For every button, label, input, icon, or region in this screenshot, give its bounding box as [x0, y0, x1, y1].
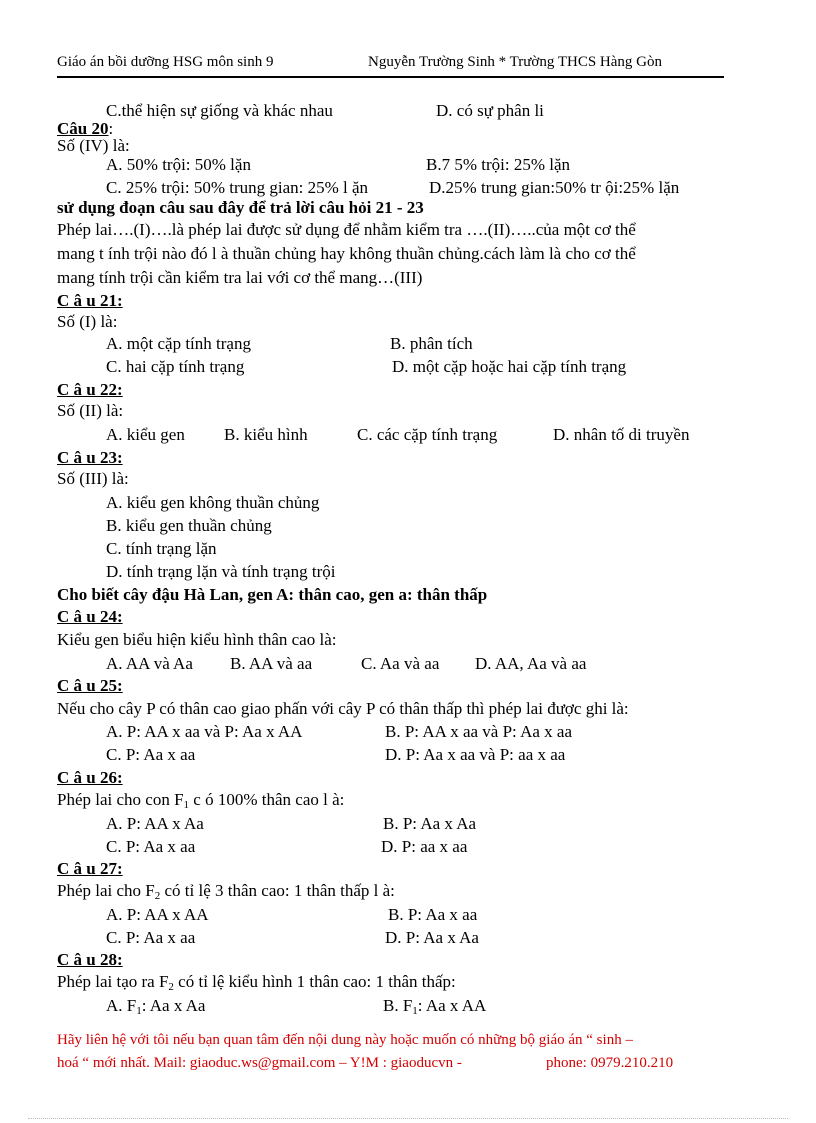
header-right: Nguyễn Trường Sinh * Trường THCS Hàng Gòn	[368, 54, 662, 70]
q28-prompt-sub: 2	[168, 981, 174, 993]
top-option-c: C.thể hiện sự giống và khác nhau	[106, 101, 333, 120]
q24-option-b: B. AA và aa	[230, 654, 313, 673]
q28-option-b	[383, 996, 486, 1016]
q23-prompt: Số (III) là:	[57, 469, 129, 488]
q22-option-a: A. kiểu gen	[106, 425, 185, 444]
q21-title: C â u 21:	[57, 291, 123, 310]
q21-option-a: A. một cặp tính trạng	[106, 334, 251, 353]
q24-option-a: A. AA và Aa	[106, 654, 193, 673]
q28-option-a	[106, 996, 205, 1016]
q20-option-d: D.25% trung gian:50% tr ội:25% lặn	[429, 178, 680, 197]
q25-option-c: C. P: Aa x aa	[106, 745, 196, 764]
q26-option-b: B. P: Aa x Aa	[383, 814, 477, 833]
q22-option-c: C. các cặp tính trạng	[357, 425, 498, 444]
q28-prompt	[57, 972, 456, 992]
q26-option-d: D. P: aa x aa	[381, 837, 468, 856]
q20-title-colon: :	[108, 119, 114, 138]
q28-option-b-post: : Aa x AA	[417, 996, 487, 1015]
q20-option-b: B.7 5% trội: 25% lặn	[426, 155, 571, 174]
q23-option-c: C. tính trạng lặn	[106, 539, 217, 558]
passage-line-2: mang t ính trội nào đó l à thuần chủng hay không thuần chủng.cách làm là cho cơ thể	[57, 244, 636, 263]
q25-option-d: D. P: Aa x aa và P: aa x aa	[385, 745, 566, 764]
q28-prompt-pre: Phép lai tạo ra F	[57, 972, 169, 991]
q23-option-d: D. tính trạng lặn và tính trạng trội	[106, 562, 336, 581]
q28-option-a-sub: 1	[136, 1005, 142, 1017]
q26-prompt-pre: Phép lai cho con F	[57, 790, 184, 809]
q24-title: C â u 24:	[57, 607, 123, 626]
q28-option-b-sub: 1	[412, 1005, 418, 1017]
q27-option-b: B. P: Aa x aa	[388, 905, 478, 924]
q22-option-d: D. nhân tố di truyền	[553, 425, 690, 444]
q20-prompt: Số (IV) là:	[57, 136, 130, 155]
q28-option-a-post: : Aa x Aa	[141, 996, 206, 1015]
q22-prompt: Số (II) là:	[57, 401, 124, 420]
footer-phone: phone: 0979.210.210	[546, 1055, 674, 1071]
q21-option-d: D. một cặp hoặc hai cặp tính trạng	[392, 357, 627, 376]
q26-prompt	[57, 790, 344, 810]
q23-option-a: A. kiểu gen không thuần chủng	[106, 493, 320, 512]
q27-prompt-sub: 2	[154, 890, 161, 902]
q27-option-d: D. P: Aa x Aa	[385, 928, 479, 947]
footer-line-2a: hoá “ mới nhất. Mail: giaoduc.ws@gmail.com – Y!M : giaoducvn -	[57, 1055, 462, 1071]
q20-option-a: A. 50% trội: 50% lặn	[106, 155, 251, 174]
page-bottom-dotted-rule	[28, 1118, 788, 1119]
q20-title-text: Câu 20	[57, 119, 109, 138]
q21-prompt: Số (I) là:	[57, 312, 118, 331]
q25-option-b: B. P: AA x aa và P: Aa x aa	[385, 722, 572, 741]
q25-prompt: Nếu cho cây P có thân cao giao phấn với cây P có thân thấp thì phép lai được ghi là:	[57, 699, 629, 718]
header-rule	[57, 76, 724, 78]
q27-option-a: A. P: AA x AA	[106, 905, 209, 924]
q24-option-d: D. AA, Aa và aa	[475, 654, 587, 673]
q20-option-c: C. 25% trội: 50% trung gian: 25% l ặn	[106, 178, 369, 197]
q27-prompt	[57, 881, 395, 901]
header-left: Giáo án bồi dưỡng HSG môn sinh 9	[57, 54, 274, 70]
q28-option-b-pre: B. F	[383, 996, 413, 1015]
q27-option-c: C. P: Aa x aa	[106, 928, 196, 947]
q27-prompt-pre: Phép lai cho F	[57, 881, 155, 900]
q24-option-c: C. Aa và aa	[361, 654, 440, 673]
q28-title: C â u 28:	[57, 950, 123, 969]
passage-line-1: Phép lai….(I)….là phép lai được sử dụng để nhằm kiểm tra ….(II)…..của một cơ thể	[57, 220, 636, 239]
q25-title: C â u 25:	[57, 676, 123, 695]
q24-prompt: Kiểu gen biểu hiện kiểu hình thân cao là:	[57, 630, 337, 649]
q22-option-b: B. kiểu hình	[224, 425, 308, 444]
q22-title: C â u 22:	[57, 380, 123, 399]
q27-title: C â u 27:	[57, 859, 123, 878]
passage-heading: sử dụng đoạn câu sau đây để trả lời câu hỏi 21 - 23	[57, 198, 424, 217]
q26-title: C â u 26:	[57, 768, 123, 787]
q26-option-c: C. P: Aa x aa	[106, 837, 196, 856]
q25-option-a: A. P: AA x aa và P: Aa x AA	[106, 722, 303, 741]
q26-prompt-post: c ó 100% thân cao l à:	[189, 790, 345, 809]
q21-option-c: C. hai cặp tính trạng	[106, 357, 245, 376]
q23-title: C â u 23:	[57, 448, 123, 467]
footer-line-1: Hãy liên hệ với tôi nếu bạn quan tâm đến nội dung này hoặc muốn có những bộ giáo án “ sinh –	[57, 1032, 633, 1048]
passage-line-3: mang tính trội cần kiểm tra lai với cơ thể mang…(III)	[57, 268, 423, 287]
q28-prompt-post: có tỉ lệ kiểu hình 1 thân cao: 1 thân thấp:	[173, 972, 456, 991]
q26-option-a: A. P: AA x Aa	[106, 814, 204, 833]
q26-prompt-sub: 1	[183, 799, 190, 811]
given-statement: Cho biết cây đậu Hà Lan, gen A: thân cao, gen a: thân thấp	[57, 585, 488, 604]
q27-prompt-post: có tỉ lệ 3 thân cao: 1 thân thấp l à:	[160, 881, 395, 900]
top-option-d: D. có sự phân li	[436, 101, 544, 120]
q28-option-a-pre: A. F	[106, 996, 137, 1015]
q21-option-b: B. phân tích	[390, 334, 473, 353]
q23-option-b: B. kiểu gen thuần chủng	[106, 516, 272, 535]
